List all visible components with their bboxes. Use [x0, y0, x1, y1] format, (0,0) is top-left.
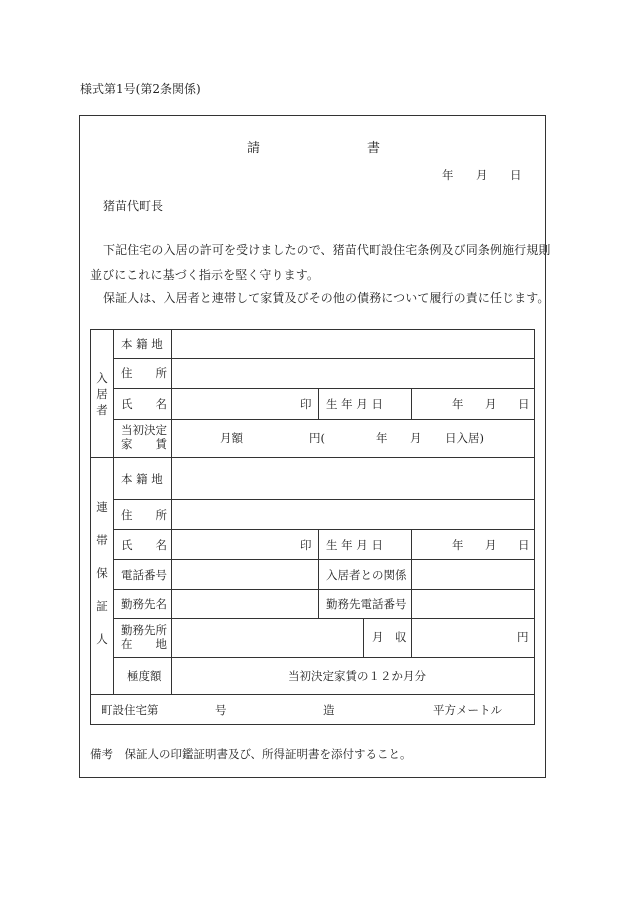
- date-day: 日: [510, 168, 522, 182]
- tenant-birth-label: 生 年 月 日: [326, 397, 383, 411]
- addressee: 猪苗代町長: [103, 199, 164, 213]
- guarantor-birth-year: 年: [452, 538, 464, 552]
- date-month: 月: [476, 168, 488, 182]
- tenant-name-label: 氏 名: [121, 397, 167, 411]
- tenant-rent-year: 年: [376, 431, 388, 445]
- tenant-birth-year: 年: [452, 397, 464, 411]
- tenant-rent-monthly: 月額: [220, 431, 243, 445]
- tenant-rent-label-2: 家 賃: [121, 437, 167, 451]
- body-line-1: 下記住宅の入居の許可を受けましたので、猪苗代町設住宅条例及び同条例施行規則: [103, 243, 551, 257]
- guarantor-employer-label: 勤務先名: [121, 597, 167, 611]
- housing-area: 平方メートル: [433, 703, 502, 717]
- housing-prefix: 町設住宅第: [101, 703, 159, 717]
- guarantor-birth-label: 生 年 月 日: [326, 538, 383, 552]
- title-char-1: 請: [247, 141, 261, 156]
- guarantor-income-yen: 円: [517, 630, 529, 644]
- guarantor-name-label: 氏 名: [121, 538, 167, 552]
- guarantor-phone-label: 電話番号: [121, 568, 167, 582]
- tenant-birth-day: 日: [518, 397, 530, 411]
- housing-structure: 造: [323, 703, 335, 717]
- form-number-label: 様式第1号(第2条関係): [80, 82, 201, 96]
- tenant-birth-month: 月: [485, 397, 497, 411]
- guarantor-employer-addr-label-1: 勤務先所: [121, 623, 167, 637]
- guarantor-address-label: 住 所: [121, 508, 167, 522]
- tenant-seal: 印: [300, 397, 312, 411]
- guarantor-income-label: 月 収: [372, 630, 407, 644]
- guarantor-seal: 印: [300, 538, 312, 552]
- guarantor-relation-label: 入居者との関係: [326, 568, 407, 582]
- tenant-rent-day: 日入居): [445, 431, 484, 445]
- guarantor-group-label: 連 帯 保 証 人: [96, 500, 108, 646]
- guarantor-birth-day: 日: [518, 538, 530, 552]
- housing-number: 号: [215, 703, 227, 717]
- body-line-2: 並びにこれに基づく指示を堅く守ります。: [90, 268, 319, 282]
- body-line-3: 保証人は、入居者と連帯して家賃及びその他の債務について履行の責に任じます。: [103, 291, 550, 305]
- guarantor-honseki-label: 本 籍 地: [121, 472, 163, 486]
- guarantor-birth-month: 月: [485, 538, 497, 552]
- tenant-rent-label-1: 当初決定: [121, 423, 167, 437]
- guarantor-limit-value: 当初決定家賃の１２か月分: [288, 669, 426, 683]
- guarantor-limit-label: 極度額: [127, 669, 162, 683]
- tenant-address-label: 住 所: [121, 366, 167, 380]
- tenant-group-label: 入 居 者: [96, 371, 108, 417]
- title-char-2: 書: [367, 141, 381, 156]
- footer-note: 備考 保証人の印鑑証明書及び、所得証明書を添付すること。: [90, 747, 412, 761]
- date-year: 年: [442, 168, 454, 182]
- tenant-rent-month: 月: [410, 431, 422, 445]
- tenant-rent-yen: 円(: [309, 431, 325, 445]
- guarantor-employer-phone-label: 勤務先電話番号: [326, 597, 407, 611]
- tenant-honseki-label: 本 籍 地: [121, 337, 163, 351]
- guarantor-employer-addr-label-2: 在 地: [121, 637, 167, 651]
